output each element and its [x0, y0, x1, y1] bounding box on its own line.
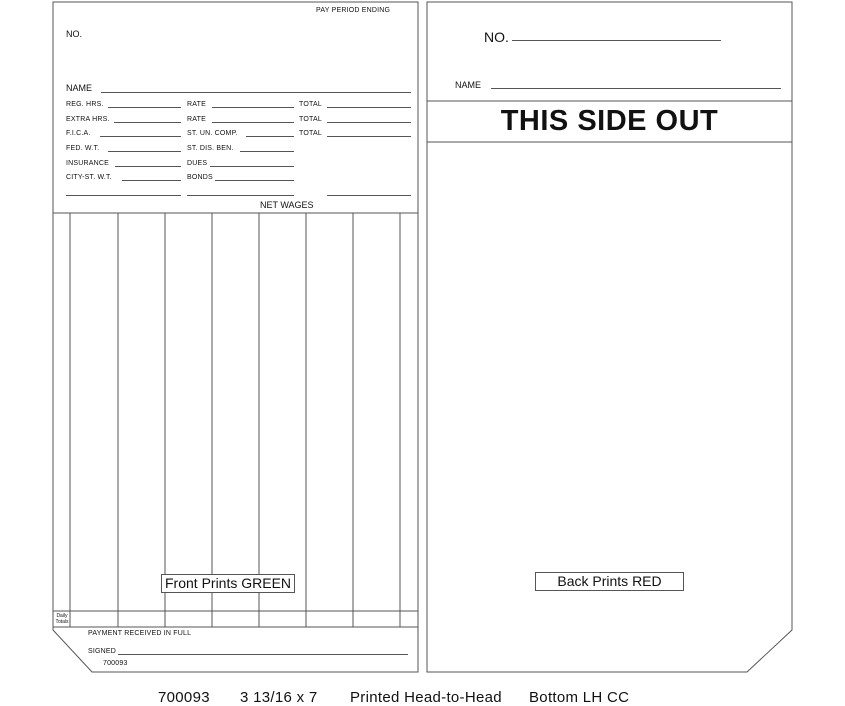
front-name-line — [101, 92, 411, 93]
st-dis-ben-label: ST. DIS. BEN. — [187, 145, 234, 152]
daily-totals-label: Daily Totals — [55, 613, 69, 625]
total-line-2 — [327, 122, 411, 123]
pay-period-label: PAY PERIOD ENDING — [316, 7, 391, 14]
time-columns — [70, 213, 400, 627]
signed-line — [118, 654, 408, 655]
city-st-wt-line — [122, 180, 181, 181]
back-no-label: NO. — [484, 29, 509, 45]
reg-hrs-label: REG. HRS. — [66, 101, 104, 108]
dues-line — [210, 166, 294, 167]
fica-line — [100, 136, 181, 137]
net-wages-label: NET WAGES — [260, 200, 314, 210]
back-name-line — [491, 88, 781, 89]
st-un-comp-label: ST. UN. COMP. — [187, 130, 238, 137]
back-name-label: NAME — [455, 80, 482, 90]
back-no-line — [512, 40, 721, 41]
fed-wt-line — [108, 151, 181, 152]
bonds-label: BONDS — [187, 174, 213, 181]
summary-line-3 — [327, 195, 411, 196]
total-label-3: TOTAL — [299, 130, 322, 137]
st-un-comp-line — [246, 136, 294, 137]
front-no-label: NO. — [66, 29, 83, 39]
total-label-1: TOTAL — [299, 101, 322, 108]
extra-hrs-line — [114, 122, 181, 123]
fica-label: F.I.C.A. — [66, 130, 91, 137]
this-side-out-heading: THIS SIDE OUT — [500, 105, 719, 137]
front-prints-label: Front Prints GREEN — [161, 574, 295, 593]
front-name-label: NAME — [66, 83, 93, 93]
insurance-label: INSURANCE — [66, 160, 110, 167]
city-st-wt-label: CITY-ST. W.T. — [66, 174, 112, 181]
payment-received-label: PAYMENT RECEIVED IN FULL — [88, 630, 192, 637]
bonds-line — [215, 180, 294, 181]
back-prints-label: Back Prints RED — [535, 572, 684, 591]
footer-position: Bottom LH CC — [529, 689, 630, 706]
total-line-1 — [327, 107, 411, 108]
front-card-outline — [53, 2, 418, 672]
fed-wt-label: FED. W.T. — [66, 145, 100, 152]
extra-hrs-label: EXTRA HRS. — [66, 116, 110, 123]
insurance-line — [115, 166, 181, 167]
rate-line-2 — [212, 122, 294, 123]
rate-line-1 — [212, 107, 294, 108]
footer-size: 3 13/16 x 7 — [240, 689, 318, 706]
dues-label: DUES — [187, 160, 208, 167]
st-dis-ben-line — [240, 151, 294, 152]
total-label-2: TOTAL — [299, 116, 322, 123]
rate-label-1: RATE — [187, 101, 206, 108]
rate-label-2: RATE — [187, 116, 206, 123]
footer-printing: Printed Head-to-Head — [350, 689, 502, 706]
footer-code: 700093 — [158, 689, 210, 706]
signed-label: SIGNED — [88, 648, 117, 655]
front-form-number: 700093 — [103, 660, 128, 667]
summary-line-2 — [187, 195, 294, 196]
summary-line-1 — [66, 195, 181, 196]
total-line-3 — [327, 136, 411, 137]
reg-hrs-line — [108, 107, 181, 108]
